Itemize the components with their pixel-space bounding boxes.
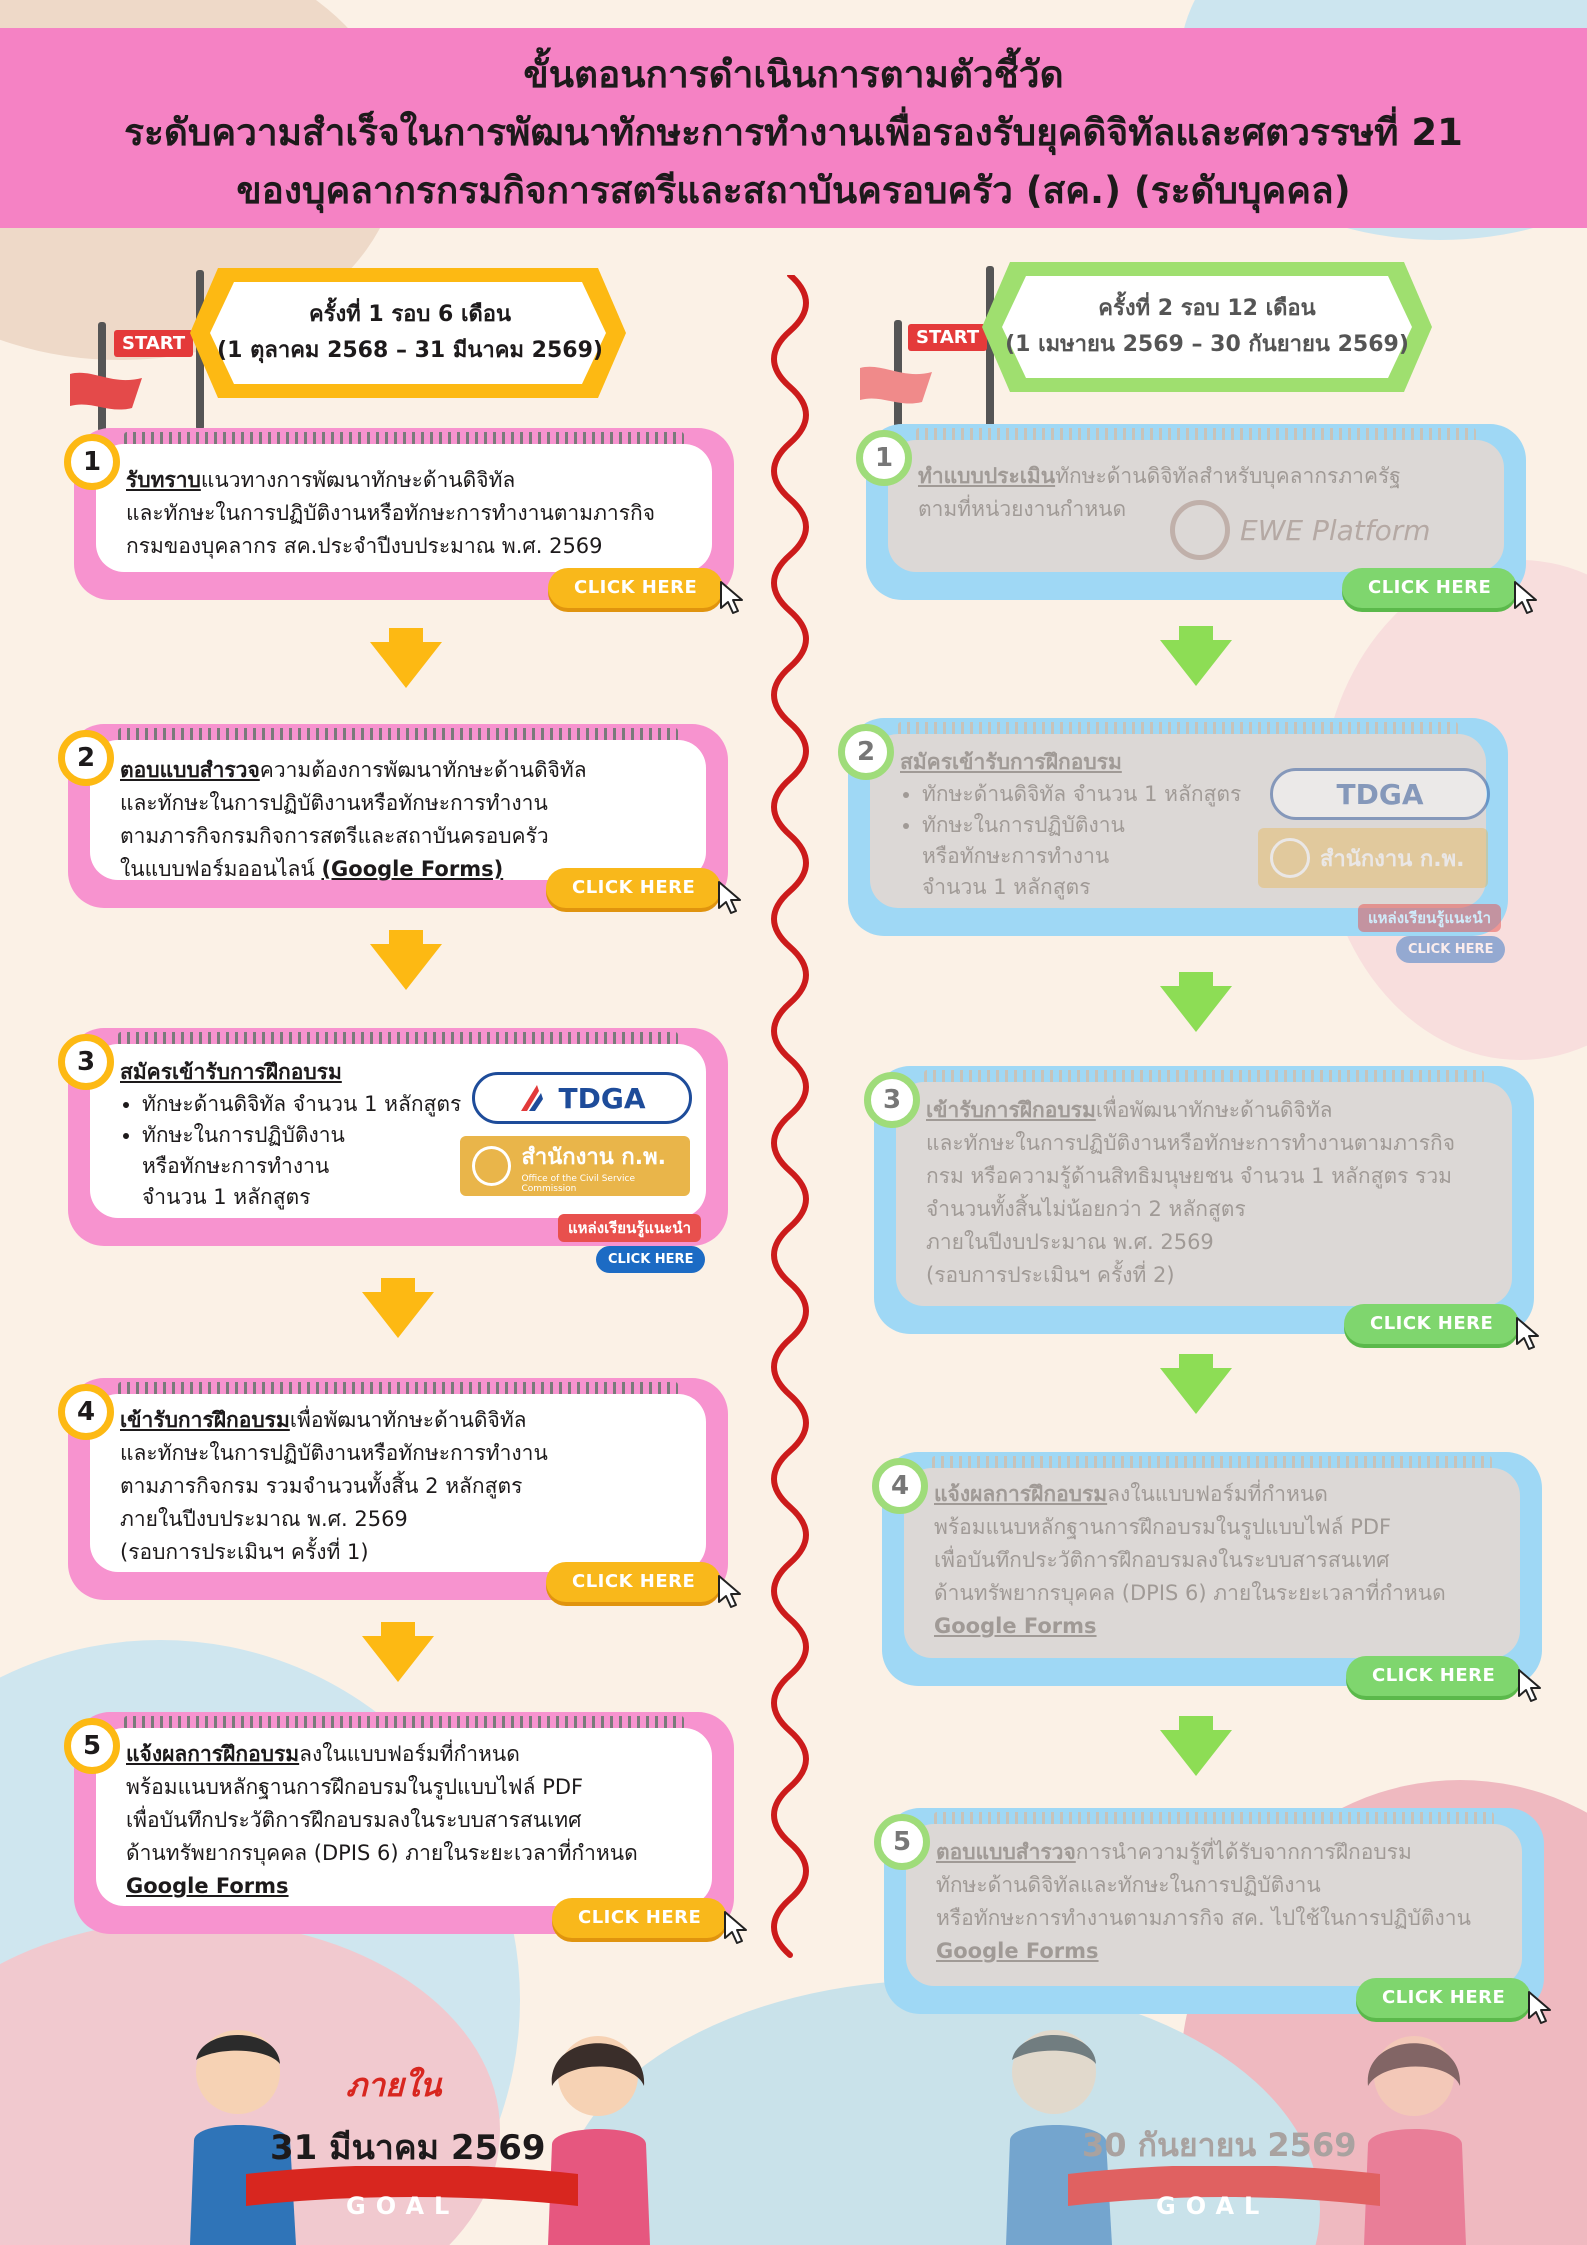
tdga-logo-text: TDGA (558, 1081, 646, 1115)
pointer-cursor-icon (1513, 1316, 1541, 1352)
right-step-3-number: 3 (864, 1072, 920, 1128)
right-step-2-bullet-2b: หรือทักษะการทำงาน (922, 844, 1110, 868)
left-deadline-date: 31 มีนาคม 2569 (270, 2128, 546, 2168)
left-arrow-4-icon (362, 1636, 434, 1682)
ewe-seal-icon (1170, 500, 1230, 560)
right-step-4-title: แจ้งผลการฝึกอบรม (934, 1482, 1108, 1506)
left-arrow-1-stem (389, 628, 423, 644)
left-step-4-text-2: และทักษะในการปฏิบัติงานหรือทักษะการทำงาน (120, 1441, 548, 1465)
right-arrow-3-icon (1160, 1368, 1232, 1414)
left-learning-source-label: แหล่งเรียนรู้แนะนำ (558, 1214, 701, 1242)
right-step-3-text-3: กรม หรือความรู้ด้านสิทธิมนุษยชน จำนวน 1 หลักสูตร รวม (926, 1164, 1452, 1188)
right-learning-source-label: แหล่งเรียนรู้แนะนำ (1358, 904, 1501, 932)
right-step-2-card (848, 718, 1508, 957)
left-step-3-click-here-button[interactable]: CLICK HERE (596, 1246, 705, 1273)
left-step-3-bullet-2a: ทักษะในการปฏิบัติงาน (142, 1123, 345, 1147)
right-step-1-number: 1 (856, 430, 912, 486)
right-step-5-click-here-button[interactable]: CLICK HERE (1356, 1978, 1531, 2018)
right-round-label: ครั้งที่ 2 รอบ 12 เดือน (1098, 296, 1316, 321)
left-step-1-text: แนวทางการพัฒนาทักษะด้านดิจิทัล (200, 468, 516, 492)
left-step-1-text-3: กรมของบุคลากร สค.ประจำปีงบประมาณ พ.ศ. 2569 (126, 534, 603, 558)
pointer-cursor-icon (715, 880, 743, 916)
ocsc-seal-icon (472, 1146, 511, 1186)
right-arrow-1-stem (1179, 626, 1213, 642)
right-step-3-text-6: (รอบการประเมินฯ ครั้งที่ 2) (926, 1263, 1175, 1287)
left-step-2-text-3: ตามภารกิจกรมกิจการสตรีและสถาบันครอบครัว (120, 824, 549, 848)
right-arrow-2-stem (1179, 972, 1213, 988)
left-step-3-card (68, 1028, 728, 1267)
left-step-1-click-here-button[interactable]: CLICK HERE (548, 568, 723, 608)
right-red-flag-icon (852, 362, 942, 412)
ocsc-logo-en: Office of the Civil Service Commission (521, 1173, 635, 1194)
ewe-platform-text: EWE Platform (1240, 513, 1431, 547)
left-step-4-text-3: ตามภารกิจกรม รวมจำนวนทั้งสิ้น 2 หลักสูตร (120, 1474, 523, 1498)
left-step-2-google-forms-link[interactable]: (Google Forms) (321, 857, 504, 881)
left-goal-label: GOAL (346, 2192, 460, 2220)
right-step-2-bullet-2a: ทักษะในการปฏิบัติงาน (922, 813, 1125, 837)
right-step-5-title: ตอบแบบสำรวจ (936, 1840, 1076, 1864)
left-step-4-text-5: (รอบการประเมินฯ ครั้งที่ 1) (120, 1540, 369, 1564)
left-step-5-text-4: ด้านทรัพยากรบุคคล (DPIS 6) ภายในระยะเวลาที่กำหนด (126, 1841, 638, 1865)
right-step-1-text-2: ตามที่หน่วยงานกำหนด (918, 497, 1127, 521)
right-tdga-logo-text: TDGA (1336, 777, 1424, 811)
left-step-4-title: เข้ารับการฝึกอบรม (120, 1408, 290, 1432)
right-date-range: (1 เมษายน 2569 – 30 กันยายน 2569) (1005, 332, 1409, 357)
pointer-cursor-icon (721, 1910, 749, 1946)
right-step-5-card (884, 1808, 1544, 2014)
right-step-4-number: 4 (872, 1458, 928, 1514)
ewe-platform-logo[interactable] (1170, 500, 1431, 560)
left-step-3-bullet-2c: จำนวน 1 หลักสูตร (142, 1185, 311, 1209)
left-step-4-card (68, 1378, 728, 1600)
pointer-cursor-icon (715, 1574, 743, 1610)
right-period-text (1000, 274, 1414, 380)
divider-wave (760, 275, 820, 2005)
right-arrow-3-stem (1179, 1354, 1213, 1370)
right-step-4-card (882, 1452, 1542, 1686)
pointer-cursor-icon (1515, 1668, 1543, 1704)
left-step-5-text: ลงในแบบฟอร์มที่กำหนด (299, 1742, 520, 1766)
right-step-5-text: การนำความรู้ที่ได้รับจากการฝึกอบรม (1075, 1840, 1412, 1864)
pointer-cursor-icon (1525, 1990, 1553, 2026)
left-step-2-text-4: ในแบบฟอร์มออนไลน์ (120, 857, 322, 881)
right-step-2-title: สมัครเข้ารับการฝึกอบรม (900, 750, 1122, 774)
right-step-1-text: ทักษะด้านดิจิทัลสำหรับบุคลากรภาครัฐ (1055, 464, 1401, 488)
left-arrow-3-stem (381, 1278, 415, 1294)
left-step-2-card (68, 724, 728, 908)
ocsc-logo-text: สำนักงาน ก.พ. (521, 1144, 666, 1170)
header-banner (0, 28, 1587, 228)
right-step-5-number: 5 (874, 1814, 930, 1870)
right-arrow-4-stem (1179, 1716, 1213, 1732)
left-step-2-click-here-button[interactable]: CLICK HERE (546, 868, 721, 908)
left-step-2-text-2: และทักษะในการปฏิบัติงานหรือทักษะการทำงาน (120, 791, 548, 815)
left-arrow-4-stem (381, 1622, 415, 1638)
right-step-3-card (874, 1066, 1534, 1334)
left-step-2-text: ความต้องการพัฒนาทักษะด้านดิจิทัล (259, 758, 587, 782)
right-step-1-title: ทำแบบประเมิน (918, 464, 1056, 488)
left-step-3-number: 3 (58, 1034, 114, 1090)
right-arrow-4-icon (1160, 1730, 1232, 1776)
left-step-5-google-forms-link[interactable]: Google Forms (126, 1874, 289, 1898)
right-arrow-1-icon (1160, 640, 1232, 686)
left-step-5-click-here-button[interactable]: CLICK HERE (552, 1898, 727, 1938)
left-arrow-2-stem (389, 930, 423, 946)
pointer-cursor-icon (1511, 580, 1539, 616)
left-arrow-2-icon (370, 944, 442, 990)
right-step-4-google-forms-link[interactable]: Google Forms (934, 1614, 1097, 1638)
right-arrow-2-icon (1160, 986, 1232, 1032)
right-step-1-card (866, 424, 1526, 600)
right-start-tag: START (908, 324, 987, 351)
left-step-2-title: ตอบแบบสำรวจ (120, 758, 260, 782)
right-step-3-text: เพื่อพัฒนาทักษะด้านดิจิทัล (1095, 1098, 1333, 1122)
header-line-2: ระดับความสำเร็จในการพัฒนาทักษะการทำงานเพื่อรองรับยุคดิจิทัลและศตวรรษที่ 21 (124, 111, 1463, 154)
right-step-4-click-here-button[interactable]: CLICK HERE (1346, 1656, 1521, 1696)
left-round-label: ครั้งที่ 1 รอบ 6 เดือน (308, 302, 512, 327)
left-step-1-text-2: และทักษะในการปฏิบัติงานหรือทักษะการทำงานตามภารกิจ (126, 501, 655, 525)
right-ocsc-seal-icon (1270, 838, 1310, 878)
left-date-range: (1 ตุลาคม 2568 – 31 มีนาคม 2569) (217, 338, 603, 363)
right-goal-label: GOAL (1156, 2192, 1270, 2220)
left-step-5-title: แจ้งผลการฝึกอบรม (126, 1742, 300, 1766)
ocsc-logo[interactable] (460, 1136, 690, 1196)
left-step-3-bullet-2b: หรือทักษะการทำงาน (142, 1154, 330, 1178)
right-step-5-text-3: หรือทักษะการทำงานตามภารกิจ สค. ไปใช้ในการปฏิบัติงาน (936, 1906, 1471, 1930)
right-step-5-text-2: ทักษะด้านดิจิทัลและทักษะในการปฏิบัติงาน (936, 1873, 1321, 1897)
left-step-3-title: สมัครเข้ารับการฝึกอบรม (120, 1060, 342, 1084)
left-step-4-text: เพื่อพัฒนาทักษะด้านดิจิทัล (289, 1408, 527, 1432)
right-step-3-title: เข้ารับการฝึกอบรม (926, 1098, 1096, 1122)
left-step-4-number: 4 (58, 1384, 114, 1440)
right-step-4-text-3: เพื่อบันทึกประวัติการฝึกอบรมลงในระบบสารสนเทศ (934, 1548, 1390, 1572)
right-step-2-click-here-button[interactable]: CLICK HERE (1396, 936, 1505, 963)
right-ocsc-logo-text: สำนักงาน ก.พ. (1320, 846, 1465, 872)
header-line-1: ขั้นตอนการดำเนินการตามตัวชี้วัด (523, 53, 1064, 96)
left-step-5-card (74, 1712, 734, 1934)
left-deadline-label: ภายใน (346, 2066, 442, 2104)
left-arrow-3-icon (362, 1292, 434, 1338)
left-step-4-click-here-button[interactable]: CLICK HERE (546, 1562, 721, 1602)
right-deadline-date: 30 กันยายน 2569 (1082, 2126, 1357, 2164)
left-period-text (210, 280, 610, 386)
right-step-2-number: 2 (838, 724, 894, 780)
right-step-3-text-4: จำนวนทั้งสิ้นไม่น้อยกว่า 2 หลักสูตร (926, 1197, 1246, 1221)
right-step-4-text-4: ด้านทรัพยากรบุคคล (DPIS 6) ภายในระยะเวลาที่กำหนด (934, 1581, 1446, 1605)
left-step-5-text-2: พร้อมแนบหลักฐานการฝึกอบรมในรูปแบบไฟล์ PDF (126, 1775, 584, 1799)
left-step-1-title: รับทราบ (126, 468, 201, 492)
right-step-5-google-forms-link[interactable]: Google Forms (936, 1939, 1099, 1963)
right-tdga-logo[interactable] (1270, 768, 1490, 820)
right-step-3-click-here-button[interactable]: CLICK HERE (1344, 1304, 1519, 1344)
left-step-1-card (74, 428, 734, 600)
tdga-logo[interactable] (472, 1072, 692, 1124)
left-step-1-number: 1 (64, 434, 120, 490)
right-step-4-text: ลงในแบบฟอร์มที่กำหนด (1107, 1482, 1328, 1506)
left-step-4-text-4: ภายในปีงบประมาณ พ.ศ. 2569 (120, 1507, 408, 1531)
left-step-2-number: 2 (58, 730, 114, 786)
right-step-3-text-2: และทักษะในการปฏิบัติงานหรือทักษะการทำงานตามภารกิจ (926, 1131, 1455, 1155)
left-step-3-bullet-1: • ทักษะด้านดิจิทัล จำนวน 1 หลักสูตร (142, 1089, 684, 1120)
left-arrow-1-icon (370, 642, 442, 688)
left-step-5-text-3: เพื่อบันทึกประวัติการฝึกอบรมลงในระบบสารสนเทศ (126, 1808, 582, 1832)
right-step-2-bullet-1: • ทักษะด้านดิจิทัล จำนวน 1 หลักสูตร (922, 779, 1464, 810)
right-step-2-bullet-2c: จำนวน 1 หลักสูตร (922, 875, 1091, 899)
pointer-cursor-icon (717, 580, 745, 616)
right-step-3-text-5: ภายในปีงบประมาณ พ.ศ. 2569 (926, 1230, 1214, 1254)
left-step-5-number: 5 (64, 1718, 120, 1774)
header-line-3: ของบุคลากรกรมกิจการสตรีและสถาบันครอบครัว (สค.) (ระดับบุคคล) (236, 169, 1351, 212)
right-step-4-text-2: พร้อมแนบหลักฐานการฝึกอบรมในรูปแบบไฟล์ PDF (934, 1515, 1392, 1539)
right-ocsc-logo[interactable] (1258, 828, 1488, 888)
right-step-1-click-here-button[interactable]: CLICK HERE (1342, 568, 1517, 608)
left-red-flag-icon (62, 368, 152, 418)
left-start-tag: START (114, 330, 193, 357)
